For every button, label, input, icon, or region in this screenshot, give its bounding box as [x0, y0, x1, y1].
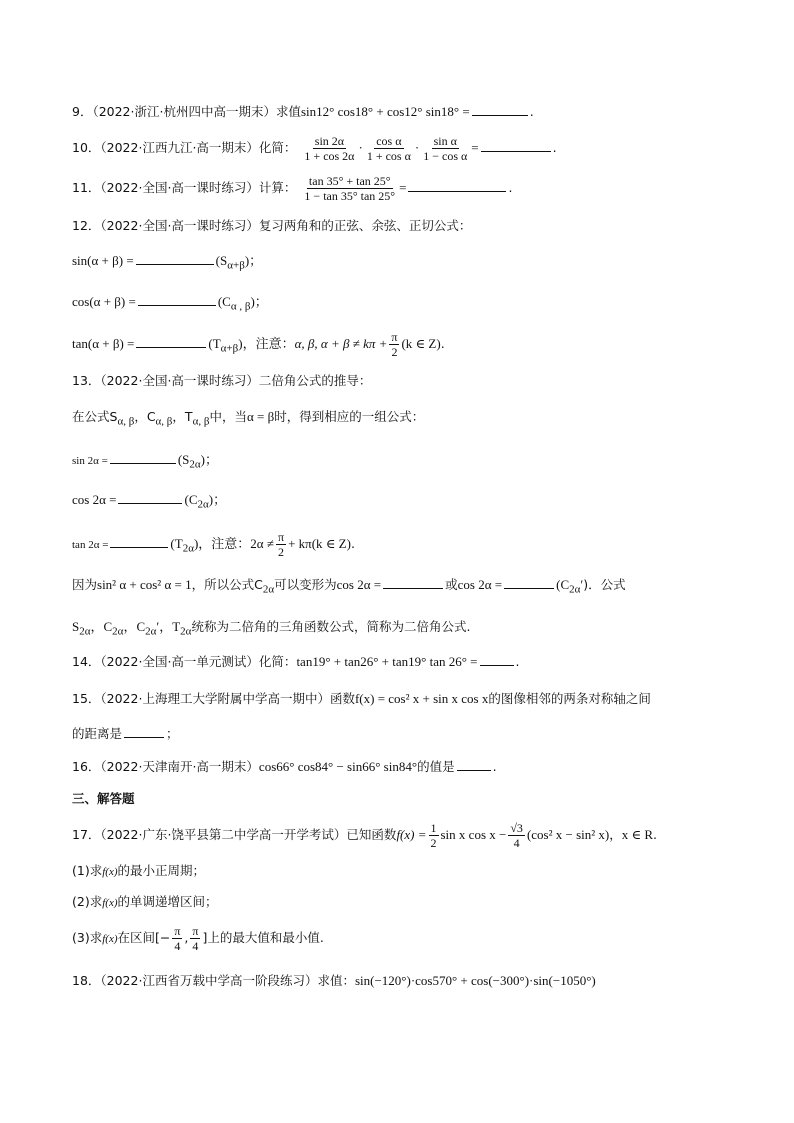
question-number: 15．: [72, 691, 101, 706]
fraction: [365, 134, 413, 163]
question-number: 16．: [72, 759, 101, 774]
question-11: [72, 170, 512, 206]
formula-tag: (S: [215, 253, 228, 268]
fraction: [302, 174, 397, 203]
intro-text: 在公式S: [72, 409, 118, 424]
formula-sin-double: [72, 451, 218, 474]
condition-domain: + kπ(k ∈ Z): [288, 536, 351, 551]
period: .: [350, 536, 355, 551]
denominator: 1 + cos α: [366, 149, 411, 163]
formula-tag-end: )；: [244, 253, 263, 268]
answer-blank: [481, 139, 551, 152]
question-text: 已知函数: [346, 827, 397, 842]
question-number: 10．: [72, 140, 101, 155]
formula-lhs: sin(α + β) =: [72, 253, 134, 268]
condition: 2α ≠: [250, 536, 274, 551]
equals: =: [399, 180, 407, 195]
fraction: [429, 821, 439, 850]
question-source: （2022·全国·高一单元测试）: [100, 654, 259, 669]
period: .: [508, 180, 513, 195]
subscript: 2α: [180, 625, 192, 638]
intro-text: 时，得到相应的一组公式：: [274, 409, 425, 424]
question-17-part-2: [72, 893, 218, 912]
answer-blank: [408, 179, 506, 192]
question-source: （2022·浙江·杭州四中高一期末）: [92, 104, 276, 119]
question-16: [72, 758, 497, 776]
comma: ,: [184, 930, 189, 945]
question-18: [72, 972, 596, 990]
text: 统称为二倍角的三角函数公式，简称为二倍角公式.: [191, 619, 471, 634]
answer-blank: [110, 535, 168, 548]
question-12: [72, 217, 471, 235]
question-source: （2022·江西省万载中学高一阶段练习）: [100, 973, 318, 988]
question-number: 12．: [72, 218, 101, 233]
question-text: 计算：: [258, 180, 297, 195]
formula-tag-subscript: α+β: [227, 259, 245, 272]
condition: α, β, α + β ≠ kπ +: [294, 336, 388, 351]
formula-tag-subscript: α , β: [230, 300, 251, 313]
intro-text: ，T: [172, 409, 193, 424]
formula-tan-double: [72, 528, 355, 565]
text: )．公式: [583, 577, 626, 592]
denominator: 4: [513, 836, 520, 850]
question-source: （2022·广东·饶平县第二中学高一开学考试）: [100, 827, 347, 842]
section-heading: 三、解答题: [72, 791, 135, 806]
question-text: 化简：: [258, 140, 297, 155]
expression: sin12° cos18° + cos12° sin18° =: [300, 104, 470, 119]
part-label: (3)求: [72, 930, 103, 945]
question-source: （2022·全国·高一课时练习）: [100, 373, 259, 388]
formula-tag: (C: [556, 577, 570, 592]
formula-cos-sum: [72, 293, 268, 316]
symbol: ，C: [90, 619, 113, 634]
question-text: 的距离是: [72, 726, 123, 741]
intro-text: ，C: [134, 409, 156, 424]
numerator: π: [391, 330, 398, 344]
fraction: [172, 924, 182, 953]
question-17: [72, 817, 657, 853]
denominator: 4: [192, 939, 199, 953]
numerator: π: [174, 924, 181, 938]
expression: (cos² x − sin² x): [526, 827, 610, 842]
formula-tag: (C: [184, 492, 198, 507]
formula-tag-end: )；: [200, 452, 218, 467]
intro-text: 中，当: [209, 409, 247, 424]
answer-blank: [138, 293, 216, 306]
numerator: sin α: [433, 134, 457, 148]
fraction: [389, 330, 399, 359]
equals: =: [471, 140, 479, 155]
q13-intro: [72, 408, 424, 431]
formula-tag-subscript: 2α: [189, 458, 201, 471]
question-17-part-3: [72, 921, 324, 956]
period: .: [440, 336, 445, 351]
denominator: 1 − tan 35° tan 25°: [304, 189, 396, 203]
formula-tag: (T: [208, 336, 221, 351]
function: f(x): [102, 866, 118, 878]
answer-blank: [136, 335, 206, 348]
question-source: （2022·上海理工大学附属中学高一期中）: [100, 691, 330, 706]
condition: α = β: [246, 409, 275, 424]
domain: x ∈ R: [621, 827, 654, 842]
question-text: 求值：: [317, 973, 355, 988]
question-9: [72, 103, 534, 121]
symbol: ，C: [123, 619, 146, 634]
text: ，所以公式C: [191, 577, 263, 592]
numerator: cos α: [376, 134, 402, 148]
question-14: [72, 653, 520, 671]
question-15-cont: [72, 725, 179, 743]
question-text: 复习两角和的正弦、余弦、正切公式：: [258, 218, 472, 233]
question-17-part-1: [72, 862, 205, 881]
expression: sin(−120°)·cos570° + cos(−300°)·sin(−1050°): [354, 973, 596, 988]
subscript: 2α: [262, 583, 275, 596]
answer-blank: [124, 725, 164, 738]
period: .: [492, 759, 497, 774]
answer-blank: [504, 576, 554, 589]
denominator: 1 + cos 2α: [304, 149, 355, 163]
symbol: S: [72, 619, 80, 634]
punctuation: ，: [609, 827, 622, 842]
formula-sin-sum: [72, 252, 262, 275]
question-number: 18．: [72, 973, 101, 988]
answer-blank: [472, 103, 528, 116]
part-text: 在区间[−: [117, 930, 171, 945]
formula-cos-double: [72, 491, 226, 514]
formula-lhs: cos(α + β) =: [72, 294, 136, 309]
expression: f(x) = cos² x + sin x cos x: [354, 691, 489, 706]
question-text: 二倍角公式的推导：: [258, 373, 372, 388]
answer-blank: [118, 491, 182, 504]
numerator: sin 2α: [314, 134, 345, 148]
question-13: [72, 372, 371, 390]
denominator: 4: [174, 939, 181, 953]
formula-tag-subscript: 2α: [182, 542, 194, 555]
subscript: α, β: [117, 415, 135, 428]
denominator: 1 − cos α: [423, 149, 468, 163]
question-source: （2022·全国·高一课时练习）: [100, 218, 259, 233]
question-15: [72, 690, 651, 708]
question-text: 函数: [329, 691, 355, 706]
formula-lhs: tan 2α =: [72, 539, 109, 551]
numerator: tan 35° + tan 25°: [308, 174, 391, 188]
formula-tag-end: )；: [250, 294, 268, 309]
subscript: 2α: [569, 583, 581, 596]
symbol: ，T: [159, 619, 181, 634]
prime: ′: [580, 577, 584, 592]
fraction: [190, 924, 200, 953]
period: .: [653, 827, 658, 842]
question-source: （2022·江西九江·高一期末）: [100, 140, 259, 155]
formula-tan-sum: [72, 328, 445, 365]
formula-tag-end: )，注意：: [193, 536, 251, 551]
question-number: 9．: [72, 104, 93, 119]
answer-blank: [136, 252, 214, 265]
subscript: α, β: [155, 415, 173, 428]
numerator: π: [278, 530, 285, 544]
subscript: α, β: [192, 415, 210, 428]
question-source: （2022·全国·高一课时练习）: [100, 180, 259, 195]
question-number: 17．: [72, 827, 101, 842]
punctuation: ；: [166, 726, 179, 741]
answer-blank: [457, 758, 491, 771]
formula-lhs: cos 2α =: [336, 577, 382, 592]
part-label: (1)求: [72, 863, 103, 878]
formula-lhs: tan(α + β) =: [72, 336, 135, 351]
question-number: 11．: [72, 180, 101, 195]
prime: ′: [156, 619, 160, 634]
part-label: (2)求: [72, 894, 103, 909]
question-text: 的图像相邻的两条对称轴之间: [488, 691, 651, 706]
fraction: [508, 821, 525, 850]
fraction: [276, 530, 286, 559]
numerator: √3: [510, 821, 523, 835]
question-text: 化简：: [258, 654, 297, 669]
question-source: （2022·天津南开·高一期末）: [100, 759, 259, 774]
subscript: 2α: [112, 625, 124, 638]
text: 或: [445, 577, 458, 592]
question-10: 10．（2022·江西九江·高一期末）化简： $\frac{\sin 2\alpha}{1 + \cos 2\alpha}$ · $\frac{\text{cos α}}{\text{1 + cos α}}$ · $\frac{\text{sin α}}{\text{1 − cos α}}$ = .: [72, 134, 557, 163]
denominator: 2: [391, 345, 398, 359]
q13-summary-line: [72, 618, 470, 641]
formula-tag-end: )，注意：: [238, 336, 295, 351]
answer-blank: [480, 653, 514, 666]
function: f(x): [102, 897, 118, 909]
denominator: 2: [430, 836, 437, 850]
formula-tag-subscript: α+β: [220, 342, 239, 355]
function-lhs: f(x) =: [396, 827, 427, 842]
text: 可以变形为: [274, 577, 337, 592]
numerator: 1: [430, 821, 437, 835]
fraction: [302, 134, 356, 163]
formula-tag-end: )；: [208, 492, 227, 507]
function: f(x): [102, 933, 118, 945]
formula-tag-subscript: 2α: [197, 498, 209, 511]
part-text: 的单调递增区间；: [117, 894, 218, 909]
numerator: π: [192, 924, 199, 938]
formula-tag: (T: [170, 536, 183, 551]
answer-blank: [383, 576, 443, 589]
period: .: [529, 104, 534, 119]
subscript: 2α: [79, 625, 91, 638]
text: 因为: [72, 577, 98, 592]
q13-variant-line: [72, 576, 626, 599]
expression: cos66° cos84° − sin66° sin84°: [258, 759, 418, 774]
formula-lhs: sin 2α =: [72, 455, 108, 467]
question-number: 14．: [72, 654, 101, 669]
question-text: 的值是: [417, 759, 455, 774]
expression: tan19° + tan26° + tan19° tan 26° =: [296, 654, 478, 669]
denominator: 2: [278, 545, 285, 559]
expression: sin x cos x −: [440, 827, 507, 842]
subscript: 2α: [145, 625, 157, 638]
question-number: 13．: [72, 373, 101, 388]
identity: sin² α + cos² α = 1: [97, 577, 192, 592]
part-text: 的最小正周期；: [117, 863, 205, 878]
fraction: [421, 134, 469, 163]
condition-domain: (k ∈ Z): [401, 336, 441, 351]
period: .: [515, 654, 520, 669]
formula-lhs: cos 2α =: [457, 577, 503, 592]
formula-lhs: cos 2α =: [72, 492, 117, 507]
question-text: 求值: [275, 104, 301, 119]
formula-tag: (C: [217, 294, 231, 309]
period: .: [552, 140, 557, 155]
part-text: ]上的最大值和最小值.: [202, 930, 324, 945]
formula-tag: (S: [177, 452, 190, 467]
answer-blank: [110, 451, 176, 464]
